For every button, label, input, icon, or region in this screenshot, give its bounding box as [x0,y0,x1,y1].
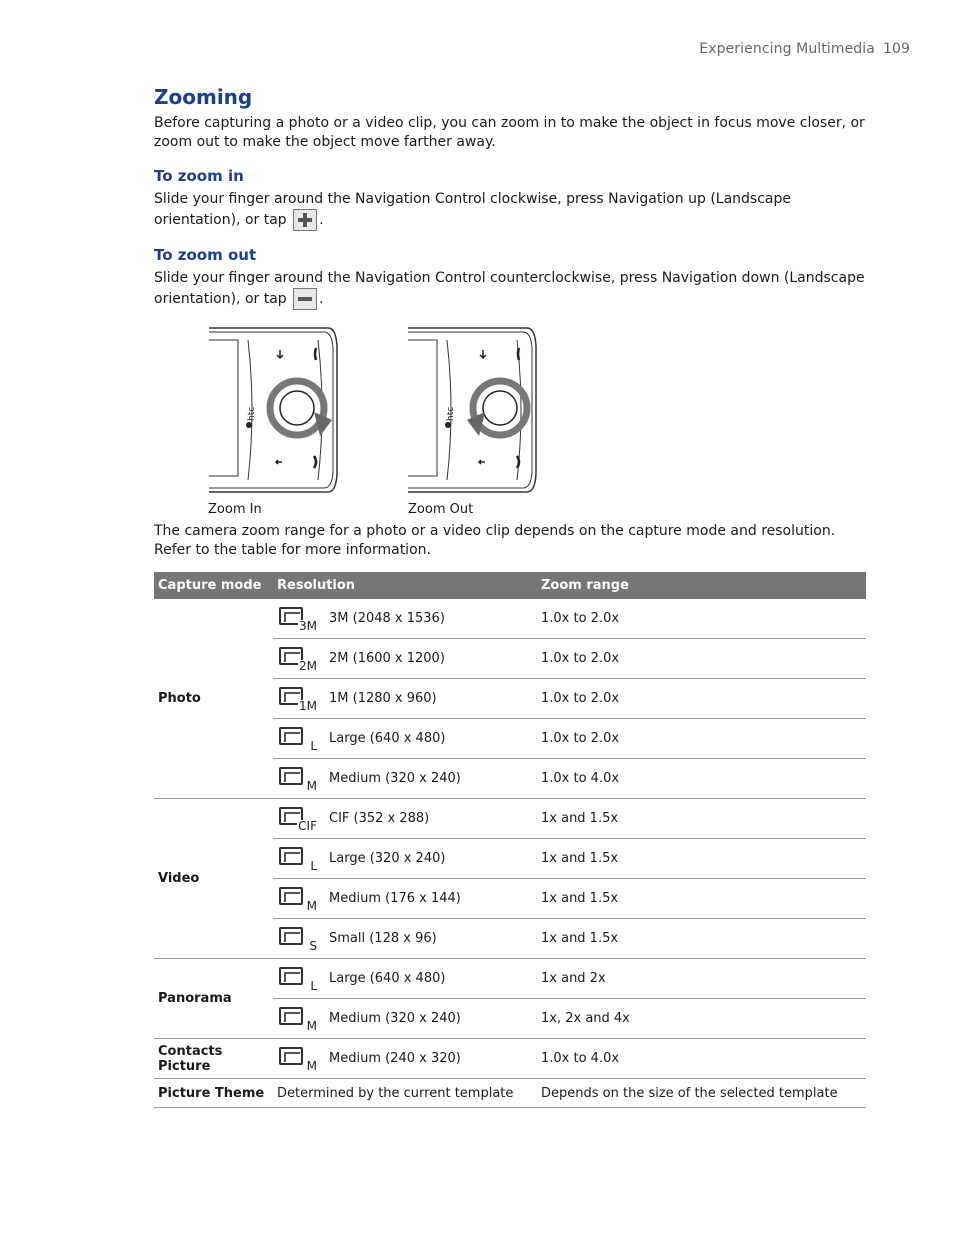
resolution-cell [273,679,537,719]
page-number: 109 [882,41,910,57]
resolution-cell [273,879,537,919]
zoom-in-instructions [154,190,866,231]
resolution-text: Medium (176 x 144) [329,891,461,906]
zoom-range-cell: 1x, 2x and 4x [537,999,866,1039]
resolution-cell [273,799,537,839]
header-capture-mode: Capture mode [154,572,273,599]
resolution-cell [273,599,537,639]
resolution-cell [273,719,537,759]
resolution-icon-label: M [306,898,317,913]
resolution-icon-label: 1M [299,698,317,713]
zoom-out-figure [407,326,539,517]
resolution-icon [277,1045,317,1073]
resolution-icon-label: M [306,1018,317,1033]
page-title: Zooming [154,85,253,109]
zoom-range-cell: 1.0x to 4.0x [537,1039,866,1079]
zoom-out-instructions [154,269,866,310]
table-row [154,1039,866,1079]
brand-logo: htc [247,406,257,421]
zoom-out-text-end: . [319,291,324,307]
zoom-range-cell: 1x and 1.5x [537,799,866,839]
resolution-cell [273,759,537,799]
resolution-cell [273,639,537,679]
brand-logo: htc [446,406,456,421]
resolution-icon-label: 2M [299,658,317,673]
resolution-icon-label: L [310,978,317,993]
zoom-out-caption: Zoom Out [408,502,474,517]
resolution-icon-label: 3M [299,618,317,633]
resolution-icon [277,605,317,633]
zoom-out-heading: To zoom out [154,246,257,264]
zoom-range-cell: 1.0x to 2.0x [537,639,866,679]
resolution-text: Medium (320 x 240) [329,771,461,786]
zoom-range-cell: 1.0x to 2.0x [537,719,866,759]
resolution-icon-label: L [310,858,317,873]
resolution-icon-label: L [310,738,317,753]
resolution-text: Large (320 x 240) [329,851,446,866]
zoom-in-text-end: . [319,212,324,228]
capture-mode-cell: Photo [154,599,273,799]
zoom-range-cell: Depends on the size of the selected template [537,1079,866,1108]
figures [154,318,866,518]
header-resolution: Resolution [273,572,537,599]
plus-icon [293,209,317,231]
capture-mode-cell: Panorama [154,959,273,1039]
zoom-in-figure [208,326,340,517]
zoom-range-cell: 1x and 2x [537,959,866,999]
resolution-text: Medium (240 x 320) [329,1051,461,1066]
resolution-text: Large (640 x 480) [329,971,446,986]
resolution-text: Determined by the current template [277,1085,514,1101]
table-row [154,1079,866,1108]
resolution-icon [277,1005,317,1033]
zoom-range-cell: 1.0x to 2.0x [537,679,866,719]
resolution-icon [277,645,317,673]
capture-mode-cell: Video [154,799,273,959]
range-paragraph: The camera zoom range for a photo or a video clip depends on the capture mode and resolution. Refer to the table for more information. [154,523,836,558]
section-title: Experiencing Multimedia [699,41,875,57]
resolution-cell [273,1079,537,1108]
resolution-cell [273,999,537,1039]
zoom-range-cell: 1.0x to 4.0x [537,759,866,799]
resolution-icon [277,805,317,833]
zoom-in-text: Slide your finger around the Navigation Control clockwise, press Navigation up (Landscape orientation), or tap [154,191,791,228]
resolution-icon [277,965,317,993]
minus-icon [293,288,317,310]
resolution-icon [277,765,317,793]
resolution-icon [277,925,317,953]
table-row [154,599,866,639]
zoom-range-cell: 1x and 1.5x [537,919,866,959]
zoom-range-table [154,572,866,1108]
table-row [154,799,866,839]
header-zoom-range: Zoom range [537,572,866,599]
resolution-text: Large (640 x 480) [329,731,446,746]
zoom-range-cell: 1x and 1.5x [537,879,866,919]
capture-mode-cell: Contacts Picture [154,1039,273,1079]
zoom-in-caption: Zoom In [208,502,262,517]
main-content [154,84,866,1108]
resolution-icon [277,685,317,713]
resolution-text: Medium (320 x 240) [329,1011,461,1026]
zoom-range-cell: 1x and 1.5x [537,839,866,879]
running-head [699,41,910,57]
resolution-icon [277,845,317,873]
resolution-icon-label: S [309,938,317,953]
resolution-text: CIF (352 x 288) [329,811,430,826]
capture-mode-cell: Picture Theme [154,1079,273,1108]
resolution-icon-label: CIF [298,818,317,833]
resolution-text: 1M (1280 x 960) [329,691,437,706]
resolution-icon [277,885,317,913]
resolution-text: 2M (1600 x 1200) [329,651,445,666]
zoom-range-cell: 1.0x to 2.0x [537,599,866,639]
resolution-cell [273,1039,537,1079]
table-row [154,959,866,999]
resolution-cell [273,959,537,999]
resolution-icon-label: M [306,778,317,793]
zoom-in-heading: To zoom in [154,167,244,185]
resolution-icon-label: M [306,1058,317,1073]
resolution-text: 3M (2048 x 1536) [329,611,445,626]
resolution-icon [277,725,317,753]
resolution-cell [273,839,537,879]
table-header-row [154,572,866,599]
resolution-text: Small (128 x 96) [329,931,437,946]
resolution-cell [273,919,537,959]
intro-paragraph: Before capturing a photo or a video clip, you can zoom in to make the object in focus move closer, or zoom out to make the object move farther away. [154,115,865,150]
zoom-out-text: Slide your finger around the Navigation Control counterclockwise, press Navigation down (Landscape orientation), or tap [154,270,865,307]
